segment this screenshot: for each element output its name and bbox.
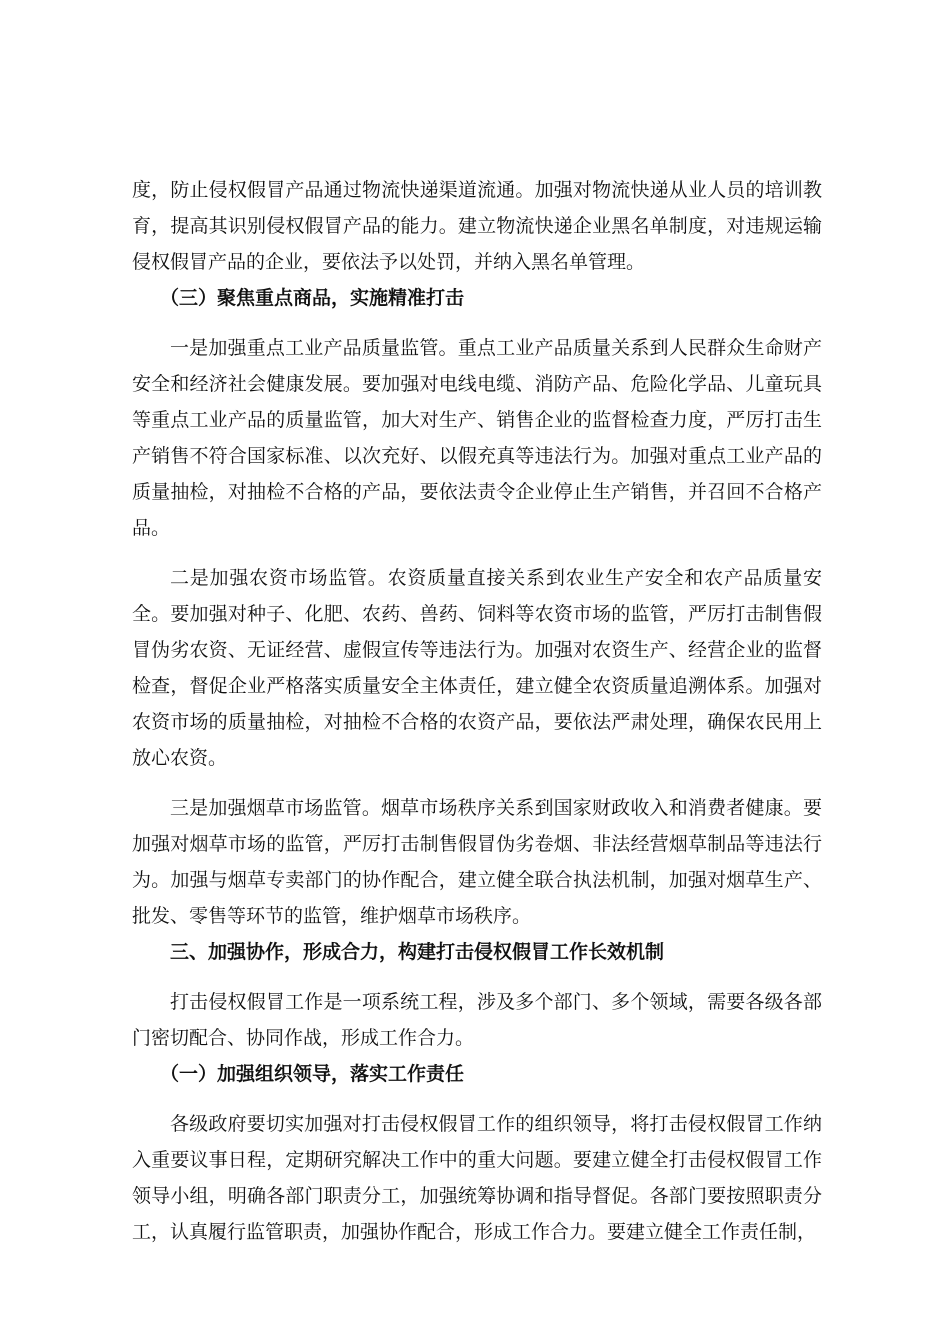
chapter-heading-3: 三、加强协作，形成合力，构建打击侵权假冒工作长效机制 (170, 941, 665, 963)
paragraph-tobacco-market: 三是加强烟草市场监管。烟草市场秩序关系到国家财政收入和消费者健康。要加强对烟草市场的监管，严厉打击制售假冒伪劣卷烟、非法经营烟草制品等违法行为。加强与烟草专卖部门的协作配合，建立健全联合执法机制，加强对烟草生产、批发、零售等环节的监管，维护烟草市场秩序。 (132, 797, 822, 927)
document-body (132, 172, 822, 1250)
paragraph-continuation: 度，防止侵权假冒产品通过物流快递渠道流通。加强对物流快递从业人员的培训教育，提高其识别侵权假冒产品的能力。建立物流快递企业黑名单制度，对违规运输侵权假冒产品的企业，要依法予以处罚，并纳入黑名单管理。 (132, 179, 822, 273)
paragraph-agricultural-supplies: 二是加强农资市场监管。农资质量直接关系到农业生产安全和农产品质量安全。要加强对种子、化肥、农药、兽药、饲料等农资市场的监管，严厉打击制售假冒伪劣农资、无证经营、虚假宣传等违法行为。加强对农资生产、经营企业的监督检查，督促企业严格落实质量安全主体责任，建立健全农资质量追溯体系。加强对农资市场的质量抽检，对抽检不合格的农资产品，要依法严肃处理，确保农民用上放心农资。 (132, 567, 822, 769)
section-heading-1: （一）加强组织领导，落实工作责任 (160, 1063, 465, 1085)
paragraph-industrial-products: 一是加强重点工业产品质量监管。重点工业产品质量关系到人民群众生命财产安全和经济社会健康发展。要加强对电线电缆、消防产品、危险化学品、儿童玩具等重点工业产品的质量监管，加大对生产、销售企业的监督检查力度，严厉打击生产销售不符合国家标准、以次充好、以假充真等违法行为。加强对重点工业产品的质量抽检，对抽检不合格的产品，要依法责令企业停止生产销售，并召回不合格产品。 (132, 337, 822, 539)
paragraph-system-engineering: 打击侵权假冒工作是一项系统工程，涉及多个部门、多个领域，需要各级各部门密切配合、协同作战，形成工作合力。 (132, 991, 822, 1049)
section-heading-3: （三）聚焦重点商品，实施精准打击 (160, 287, 465, 309)
paragraph-organization-leadership: 各级政府要切实加强对打击侵权假冒工作的组织领导，将打击侵权假冒工作纳入重要议事日程，定期研究解决工作中的重大问题。要建立健全打击侵权假冒工作领导小组，明确各部门职责分工，加强统筹协调和指导督促。各部门要按照职责分工，认真履行监管职责，加强协作配合，形成工作合力。要建立健全工作责任制， (132, 1113, 822, 1243)
